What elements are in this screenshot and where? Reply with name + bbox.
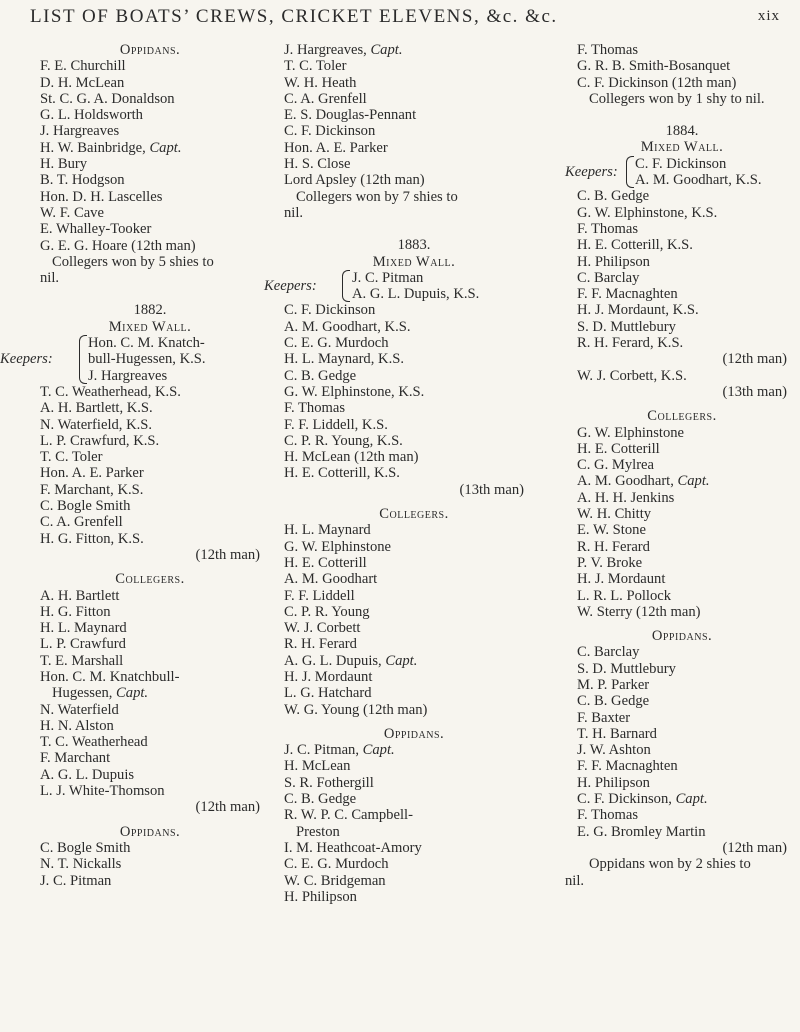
list-item: C. Barclay — [577, 644, 640, 661]
list-item: C. B. Gedge — [577, 188, 650, 205]
list-item: A. H. Bartlett — [40, 587, 120, 604]
list-item: A. M. Goodhart, K.S. — [284, 318, 411, 335]
list-item: A. M. Goodhart — [284, 571, 378, 588]
list-item: H. J. Mordaunt, K.S. — [577, 302, 699, 319]
list-item: N. Waterfield — [40, 701, 119, 718]
list-item-text: J. C. Pitman, — [284, 742, 363, 759]
list-item: H. L. Maynard — [40, 620, 127, 637]
list-item: L. J. White-Thomson — [40, 783, 165, 800]
list-item: H. McLean — [284, 758, 351, 775]
player-list — [40, 384, 260, 563]
list-item: H. E. Cotterill — [284, 554, 367, 571]
player-list — [284, 302, 544, 498]
list-item: Hon. A. E. Parker — [40, 465, 144, 482]
list-item: C. F. Dickinson — [635, 155, 727, 172]
list-item: H. McLean (12th man) — [284, 449, 419, 466]
list-item — [40, 685, 260, 701]
list-item: D. H. McLean — [40, 74, 125, 91]
captain-mark: Capt. — [116, 685, 149, 702]
list-item: bull-Hugessen, K.S. — [88, 351, 206, 368]
section-heading: Collegers. — [647, 408, 717, 425]
list-item: H. Philipson — [577, 253, 650, 270]
thirteenth-man-note: (13th man) — [722, 383, 787, 400]
list-item: A. M. Goodhart, K.S. — [635, 172, 762, 189]
list-item: E. W. Stone — [577, 522, 646, 539]
column-2 — [264, 42, 544, 905]
list-item — [284, 653, 544, 669]
list-item: E. Whalley-Tooker — [40, 221, 152, 238]
list-item: L. G. Hatchard — [284, 685, 372, 702]
list-item: Hon. A. E. Parker — [284, 139, 388, 156]
keepers-block — [565, 156, 787, 189]
list-item-text: A. M. Goodhart, — [577, 473, 678, 490]
list-item: W. Sterry (12th man) — [577, 603, 701, 620]
captain-mark: Capt. — [149, 139, 182, 156]
list-item: C. E. G. Murdoch — [284, 856, 389, 873]
match-result-cont: nil. — [40, 270, 60, 287]
list-item: A. H. Bartlett, K.S. — [40, 400, 153, 417]
list-item — [577, 791, 787, 807]
thirteenth-man-note: (13th man) — [459, 481, 524, 498]
list-item: W. C. Bridgeman — [284, 872, 386, 889]
list-item: F. Marchant — [40, 750, 111, 767]
list-item: B. T. Hodgson — [40, 172, 125, 189]
list-item: L. R. L. Pollock — [577, 587, 672, 604]
list-item: C. P. R. Young — [284, 603, 370, 620]
list-item: E. S. Douglas-Pennant — [284, 107, 417, 124]
player-list — [284, 522, 544, 718]
list-item: F. F. Macnaghten — [577, 758, 678, 775]
player-list — [40, 840, 260, 889]
list-item: T. C. Toler — [40, 449, 103, 466]
list-item: F. Thomas — [577, 807, 638, 824]
list-item: W. F. Cave — [40, 204, 104, 221]
keepers-block — [264, 270, 544, 303]
list-item: C. A. Grenfell — [40, 514, 123, 531]
list-item: F. Thomas — [577, 220, 638, 237]
keepers-label: Keepers: — [264, 278, 317, 295]
list-item: J. Hargreaves — [88, 367, 168, 384]
list-item: Preston — [296, 823, 340, 840]
list-item: E. G. Bromley Martin — [577, 823, 706, 840]
brace — [626, 156, 634, 189]
list-item: G. W. Elphinstone, K.S. — [577, 204, 718, 221]
section-heading: Oppidans. — [119, 823, 181, 840]
list-item: R. H. Ferard — [577, 538, 650, 555]
list-item: H. G. Fitton, K.S. — [40, 530, 144, 547]
twelfth-man-note: (12th man) — [195, 799, 260, 816]
year-heading: 1884. — [665, 123, 699, 140]
captain-mark: Capt. — [362, 742, 395, 759]
list-item-text: H. W. Bainbridge, — [40, 139, 150, 156]
list-item: C. Bogle Smith — [40, 498, 131, 515]
list-item: S. R. Fothergill — [284, 774, 374, 791]
match-title: Mixed Wall. — [372, 253, 456, 270]
list-item: G. E. G. Hoare (12th man) — [40, 237, 196, 254]
list-item: T. C. Toler — [284, 58, 347, 75]
twelfth-man-note: (12th man) — [722, 351, 787, 368]
list-item: C. G. Mylrea — [577, 457, 655, 474]
match-result-cont: nil. — [284, 204, 304, 221]
section-heading: Collegers. — [379, 506, 449, 523]
page-header-title: LIST OF BOATS’ CREWS, CRICKET ELEVENS, &c. &c. — [30, 6, 558, 27]
player-list — [577, 188, 787, 400]
column-1 — [0, 42, 260, 889]
list-item: G. W. Elphinstone — [577, 424, 685, 441]
list-item: Hon. C. M. Knatch- — [88, 335, 205, 352]
brace — [79, 335, 87, 384]
list-item: G. R. B. Smith-Bosanquet — [577, 58, 731, 75]
list-item: Hon. C. M. Knatchbull- — [40, 668, 180, 685]
list-item: R. H. Ferard, K.S. — [577, 335, 684, 352]
list-item: F. F. Liddell — [284, 587, 355, 604]
year-heading: 1883. — [397, 237, 431, 254]
list-item: T. C. Weatherhead, K.S. — [40, 383, 181, 400]
list-item: T. H. Barnard — [577, 725, 657, 742]
list-item-text: J. Hargreaves, — [284, 42, 371, 58]
list-item: W. H. Heath — [284, 74, 357, 91]
list-item-text: Hugessen, — [52, 685, 117, 702]
twelfth-man-note: (12th man) — [195, 546, 260, 563]
list-item: H. Philipson — [577, 774, 650, 791]
list-item: C. Barclay — [577, 269, 640, 286]
player-list — [284, 42, 544, 189]
list-item: J. C. Pitman — [352, 269, 424, 286]
player-list — [40, 58, 260, 254]
list-item: S. D. Muttlebury — [577, 318, 676, 335]
list-item: C. A. Grenfell — [284, 90, 367, 107]
list-item: H. E. Cotterill, K.S. — [284, 465, 400, 482]
list-item: H. J. Mordaunt — [284, 668, 373, 685]
list-item: C. F. Dickinson — [284, 123, 376, 140]
list-item: R. W. P. C. Campbell- — [284, 807, 413, 824]
player-list — [40, 588, 260, 816]
list-item-text: C. F. Dickinson, — [577, 791, 676, 808]
year-heading: 1882. — [133, 302, 167, 319]
match-title: Mixed Wall. — [640, 139, 724, 156]
list-item: Lord Apsley (12th man) — [284, 172, 425, 189]
list-item: H. J. Mordaunt — [577, 571, 666, 588]
list-item: W. J. Corbett, K.S. — [577, 367, 687, 384]
list-item: I. M. Heathcoat-Amory — [284, 839, 422, 856]
list-item: C. F. Dickinson — [284, 302, 376, 319]
list-item: C. E. G. Murdoch — [284, 335, 389, 352]
captain-mark: Capt. — [677, 473, 710, 490]
keepers-label: Keepers: — [565, 163, 618, 180]
list-item: S. D. Muttlebury — [577, 660, 676, 677]
list-item: T. C. Weatherhead — [40, 734, 148, 751]
list-item: J. W. Ashton — [577, 742, 651, 759]
match-title: Mixed Wall. — [108, 318, 192, 335]
match-result: Collegers won by 5 shies to — [52, 253, 214, 270]
match-result-cont: nil. — [565, 872, 585, 889]
page-number: xix — [757, 8, 780, 24]
list-item: H. E. Cotterill, K.S. — [577, 237, 693, 254]
list-item: T. E. Marshall — [40, 652, 124, 669]
list-item: P. V. Broke — [577, 554, 643, 571]
list-item: L. P. Crawfurd, K.S. — [40, 432, 160, 449]
match-result: Collegers won by 7 shies to — [296, 188, 458, 205]
list-item: C. B. Gedge — [284, 791, 357, 808]
list-item: G. W. Elphinstone — [284, 538, 392, 555]
list-item: R. H. Ferard — [284, 636, 357, 653]
list-item: G. W. Elphinstone, K.S. — [284, 383, 425, 400]
keepers-block — [0, 335, 260, 384]
captain-mark: Capt. — [385, 652, 418, 669]
list-item: C. B. Gedge — [577, 693, 650, 710]
list-item: C. Bogle Smith — [40, 839, 131, 856]
list-item — [284, 742, 544, 758]
list-item-text: A. G. L. Dupuis, — [284, 652, 386, 669]
section-heading: Collegers. — [115, 571, 185, 588]
list-item: F. Baxter — [577, 709, 631, 726]
section-heading: Oppidans. — [119, 42, 181, 58]
list-item: N. T. Nickalls — [40, 856, 122, 873]
list-item: F. Thomas — [577, 42, 638, 58]
brace — [342, 270, 350, 303]
list-item: A. H. H. Jenkins — [577, 489, 675, 506]
list-item — [284, 42, 544, 58]
list-item: H. Bury — [40, 156, 88, 173]
list-item: F. Thomas — [284, 400, 345, 417]
list-item: G. L. Holdsworth — [40, 107, 143, 124]
list-item: H. L. Maynard — [284, 522, 371, 539]
list-item — [577, 473, 787, 489]
list-item: J. C. Pitman — [40, 872, 112, 889]
keepers-label: Keepers: — [0, 351, 53, 368]
column-3 — [565, 42, 787, 889]
list-item: Hon. D. H. Lascelles — [40, 188, 163, 205]
player-list — [284, 742, 544, 905]
list-item: W. G. Young (12th man) — [284, 701, 428, 718]
list-item: H. Philipson — [284, 888, 357, 905]
list-item: C. B. Gedge — [284, 367, 357, 384]
list-item: F. Marchant, K.S. — [40, 481, 144, 498]
running-header — [30, 6, 780, 32]
list-item: J. Hargreaves — [40, 123, 120, 140]
list-item: H. S. Close — [284, 156, 351, 173]
player-list — [577, 425, 787, 621]
list-item: M. P. Parker — [577, 676, 650, 693]
match-result: Collegers won by 1 shy to nil. — [589, 90, 765, 107]
list-item: St. C. G. A. Donaldson — [40, 90, 175, 107]
list-item: W. H. Chitty — [577, 506, 652, 523]
list-item: H. L. Maynard, K.S. — [284, 351, 404, 368]
list-item: A. G. L. Dupuis — [40, 766, 135, 783]
list-item: A. G. L. Dupuis, K.S. — [352, 286, 480, 303]
player-list — [577, 42, 787, 91]
list-item: W. J. Corbett — [284, 620, 361, 637]
list-item: F. F. Macnaghten — [577, 286, 678, 303]
list-item: H. G. Fitton — [40, 603, 111, 620]
section-heading: Oppidans. — [651, 628, 713, 645]
captain-mark: Capt. — [675, 791, 708, 808]
player-list — [577, 644, 787, 856]
captain-mark: Capt. — [370, 42, 403, 58]
list-item: H. E. Cotterill — [577, 440, 660, 457]
list-item: F. F. Liddell, K.S. — [284, 416, 388, 433]
list-item: H. N. Alston — [40, 717, 114, 734]
section-heading: Oppidans. — [383, 725, 445, 742]
match-result: Oppidans won by 2 shies to — [589, 856, 751, 873]
list-item: N. Waterfield, K.S. — [40, 416, 153, 433]
list-item: F. E. Churchill — [40, 58, 126, 75]
list-item: C. P. R. Young, K.S. — [284, 432, 403, 449]
list-item: L. P. Crawfurd — [40, 636, 126, 653]
list-item — [40, 140, 260, 156]
twelfth-man-note: (12th man) — [722, 839, 787, 856]
list-item: C. F. Dickinson (12th man) — [577, 74, 737, 91]
